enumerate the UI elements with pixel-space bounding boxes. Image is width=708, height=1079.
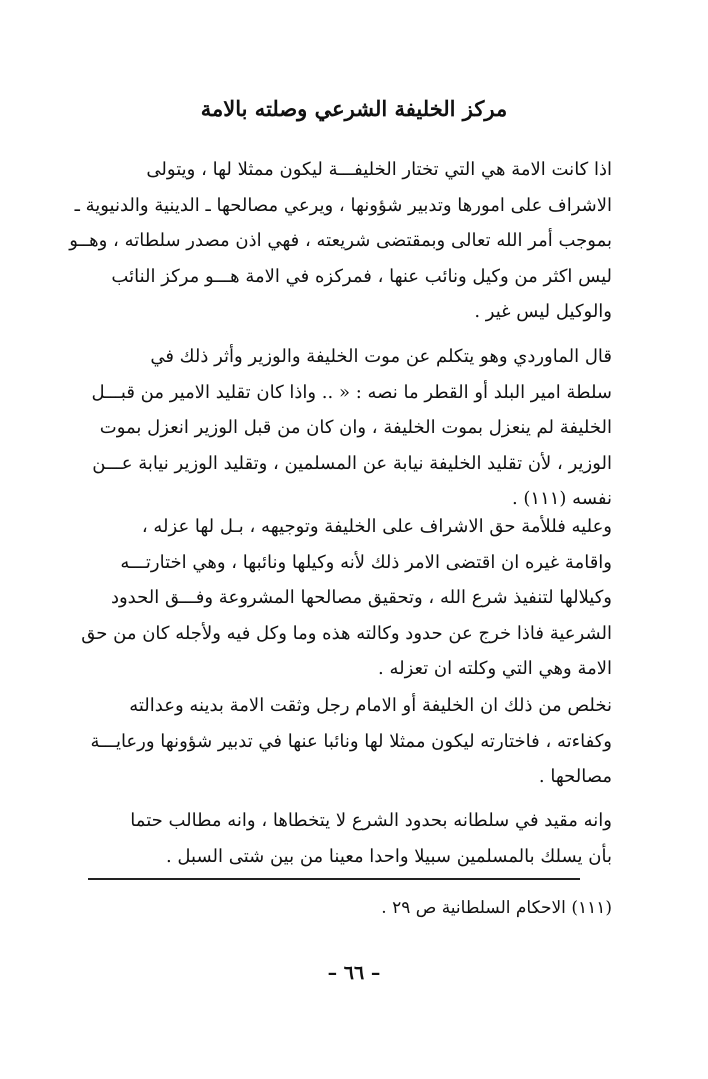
paragraph-line: وانه مقيد في سلطانه بحدود الشرع لا يتخطاها ، وانه مطالب حتما	[130, 810, 612, 831]
page-number: – ٦٦ –	[327, 962, 381, 984]
paragraph-line: الاشراف على امورها وتدبير شؤونها ، ويرعي مصالحها ـ الدينية والدنيوية ـ	[74, 194, 612, 216]
page-title: مركز الخليفة الشرعي وصلته بالامة	[200, 96, 508, 121]
paragraph-line: قال الماوردي وهو يتكلم عن موت الخليفة والوزير وأثر ذلك في	[150, 346, 612, 367]
paragraph-2	[66, 339, 612, 517]
paragraph-line: نخلص من ذلك ان الخليفة أو الامام رجل وثقت الامة بدينه وعدالته	[129, 695, 612, 716]
paragraph-line: نفسه (١١١) .	[511, 488, 612, 509]
paragraph-line: سلطة امير البلد أو القطر ما نصه : « .. واذا كان تقليد الامير من قبـــل	[91, 381, 612, 403]
paragraph-line: وكفاءته ، فاختارته ليكون ممثلا لها ونائبا عنها في تدبير شؤونها ورعايـــة	[90, 730, 612, 752]
footnote: (١١١) الاحكام السلطانية ص ٢٩ .	[381, 898, 612, 918]
paragraph-line: وكيلالها لتنفيذ شرع الله ، وتحقيق مصالحها المشروعة وفـــق الحدود	[110, 587, 612, 608]
paragraph-line: بأن يسلك بالمسلمين سبيلا واحدا معينا من بين شتى السبل .	[165, 845, 612, 867]
footnote-divider	[88, 878, 580, 880]
paragraph-line: وعليه فللأمة حق الاشراف على الخليفة وتوجيهه ، بـل لها عزله ،	[141, 516, 612, 537]
paragraph-line: اذا كانت الامة هي التي تختار الخليفـــة ليكون ممثلا لها ، ويتولى	[146, 159, 612, 180]
paragraph-line: والوكيل ليس غير .	[474, 301, 612, 322]
paragraph-line: بموجب أمر الله تعالى وبمقتضى شريعته ، فهي اذن مصدر سلطاته ، وهــو	[69, 230, 612, 251]
paragraph-5	[66, 803, 612, 874]
paragraph-4	[66, 688, 612, 795]
paragraph-1	[66, 152, 612, 330]
paragraph-line: الخليفة لم ينعزل بموت الخليفة ، وان كان من قبل الوزير انعزل بموت	[99, 417, 612, 438]
paragraph-line: الشرعية فاذا خرج عن حدود وكالته هذه وما وكل فيه ولأجله كان من حق	[81, 622, 612, 644]
paragraph-line: الامة وهي التي وكلته ان تعزله .	[378, 658, 612, 679]
paragraph-3	[66, 509, 612, 687]
paragraph-line: واقامة غيره ان اقتضى الامر ذلك لأنه وكيلها ونائبها ، وهي اختارتـــه	[120, 551, 612, 573]
paragraph-line: الوزير ، لأن تقليد الخليفة نيابة عن المسلمين ، وتقليد الوزير نيابة عـــن	[92, 452, 612, 474]
paragraph-line: ليس اكثر من وكيل ونائب عنها ، فمركزه في الامة هـــو مركز النائب	[111, 265, 612, 287]
paragraph-line: مصالحها .	[538, 766, 612, 787]
